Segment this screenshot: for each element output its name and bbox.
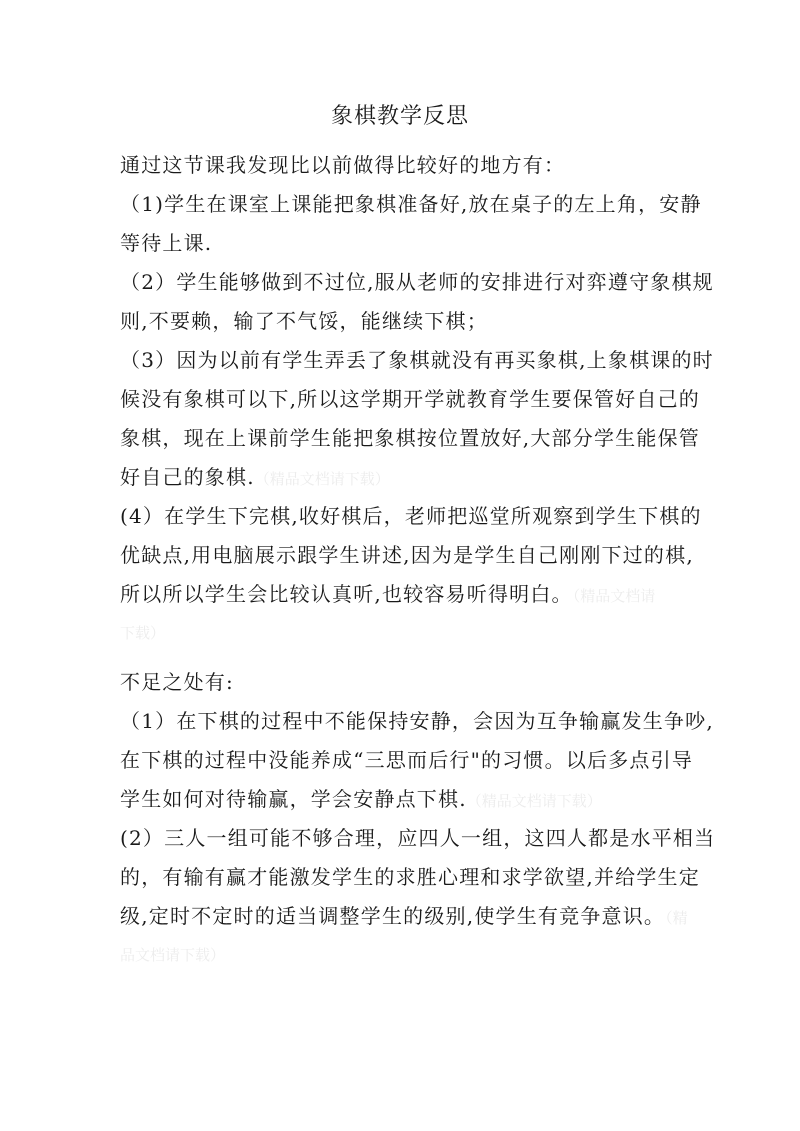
paragraph-2 — [120, 263, 714, 341]
text-span: 级,定时不定时的适当调整学生的级别,使学生有竞争意识。 — [120, 904, 666, 928]
watermark-text: （精品文档请下载） — [254, 470, 390, 488]
text-line: （3）因为以前有学生弄丢了象棋就没有再买象棋,上象棋课的时 — [120, 348, 714, 372]
text-line: （1）在下棋的过程中不能保持安静，会因为互争输赢发生争吵, — [120, 709, 714, 733]
text-line: （2）学生能够做到不过位,服从老师的安排进行对弈遵守象棋规 — [120, 270, 714, 294]
shortcomings-heading: 不足之处有: — [120, 670, 234, 694]
text-span: 所以所以学生会比较认真听,也较容易听得明白。 — [120, 582, 573, 606]
watermark-text: （精品文档请下载） — [466, 792, 602, 810]
shortcoming-1 — [120, 702, 714, 819]
document-title: 象棋教学反思 — [330, 104, 469, 129]
document-body — [120, 146, 716, 975]
watermark-text: 下载） — [120, 624, 166, 642]
watermark-text: （精 — [665, 909, 688, 927]
text-line: （1)学生在课室上课能把象棋准备好,放在桌子的左上角，安静 — [120, 192, 702, 216]
watermark-text: 品文档请下载） — [120, 946, 226, 964]
text-line: 则,不要赖，输了不气馁，能继续下棋； — [120, 309, 488, 333]
paragraph-1 — [120, 185, 702, 263]
text-line-with-watermark — [120, 575, 690, 614]
text-line-with-watermark — [120, 897, 690, 936]
text-line: 等待上课. — [120, 231, 213, 255]
intro-line: 通过这节课我发现比以前做得比较好的地方有： — [120, 153, 566, 177]
text-line-with-watermark — [120, 458, 690, 497]
text-line: 候没有象棋可以下,所以这学期开学就教育学生要保管好自己的 — [120, 387, 700, 411]
text-line-with-watermark — [120, 780, 690, 819]
text-span: 好自己的象棋. — [120, 465, 255, 489]
text-line: 在下棋的过程中没能养成“三思而后行"的习惯。以后多点引导 — [120, 748, 694, 772]
shortcoming-2 — [120, 819, 716, 975]
text-span: 学生如何对待输赢，学会安静点下棋. — [120, 787, 467, 811]
text-line: 的，有输有赢才能激发学生的求胜心理和求学欲望,并给学生定 — [120, 865, 700, 889]
spacer — [120, 653, 690, 663]
text-line: 优缺点,用电脑展示跟学生讲述,因为是学生自己刚刚下过的棋, — [120, 543, 694, 567]
paragraph-3 — [120, 341, 714, 497]
paragraph-4 — [120, 497, 702, 653]
text-line: 象棋，现在上课前学生能把象棋按位置放好,大部分学生能保管 — [120, 426, 700, 450]
text-line: (4）在学生下完棋,收好棋后，老师把巡堂所观察到学生下棋的 — [120, 504, 702, 528]
text-line: (2）三人一组可能不够合理，应四人一组，这四人都是水平相当 — [120, 826, 716, 850]
watermark-text: （精品文档请 — [572, 587, 656, 605]
